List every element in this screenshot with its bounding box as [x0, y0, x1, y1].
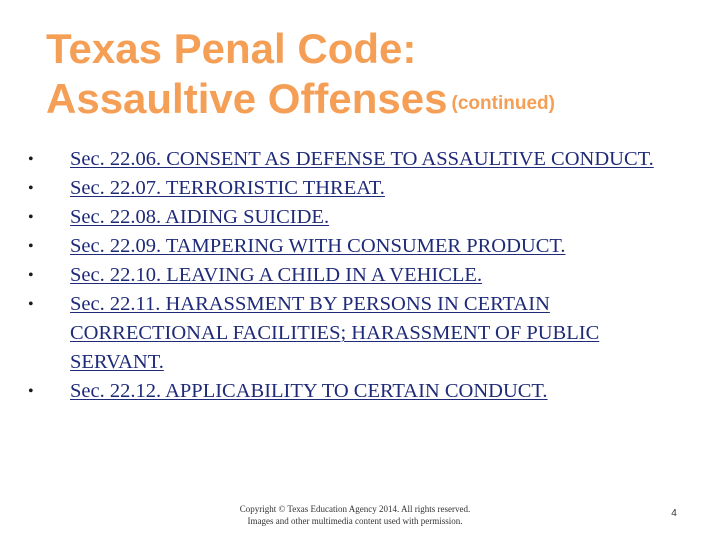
slide-title [46, 24, 686, 129]
list-item [28, 377, 688, 406]
list-item [28, 261, 688, 290]
statute-link-22-07[interactable]: Sec. 22.07. TERRORISTIC THREAT. [70, 177, 385, 199]
list-item [28, 203, 688, 232]
statute-link-22-11[interactable]: Sec. 22.11. HARASSMENT BY PERSONS IN CERTAIN CORRECTIONAL FACILITIES; HARASSMENT OF PUBLIC SERVANT. [70, 293, 600, 373]
copyright-line-2: Images and other multimedia content used with permission. [247, 516, 463, 526]
statute-link-22-12[interactable]: Sec. 22.12. APPLICABILITY TO CERTAIN CONDUCT. [70, 380, 548, 402]
page-number: 4 [671, 508, 677, 519]
list-item [28, 174, 688, 203]
title-main: Assaultive Offenses [46, 75, 448, 122]
copyright-line-1: Copyright © Texas Education Agency 2014. All rights reserved. [239, 504, 471, 514]
list-item [28, 290, 688, 377]
bullet-icon: • [28, 296, 34, 313]
list-item [28, 145, 688, 174]
bullet-icon: • [28, 151, 34, 168]
statute-link-22-06[interactable]: Sec. 22.06. CONSENT AS DEFENSE TO ASSAULTIVE CONDUCT. [70, 148, 654, 170]
bullet-icon: • [28, 238, 34, 255]
title-line-1: Texas Penal Code: [46, 25, 417, 72]
bullet-icon: • [28, 180, 34, 197]
bullet-icon: • [28, 209, 34, 226]
statute-link-22-08[interactable]: Sec. 22.08. AIDING SUICIDE. [70, 206, 330, 228]
statute-list [28, 145, 688, 406]
copyright-notice [200, 503, 510, 527]
list-item [28, 232, 688, 261]
bullet-icon: • [28, 267, 34, 284]
statute-link-22-10[interactable]: Sec. 22.10. LEAVING A CHILD IN A VEHICLE. [70, 264, 483, 286]
title-line-2 [46, 74, 686, 129]
bullet-icon: • [28, 383, 34, 400]
title-continued: (continued) [451, 93, 555, 114]
statute-link-22-09[interactable]: Sec. 22.09. TAMPERING WITH CONSUMER PRODUCT. [70, 235, 566, 257]
